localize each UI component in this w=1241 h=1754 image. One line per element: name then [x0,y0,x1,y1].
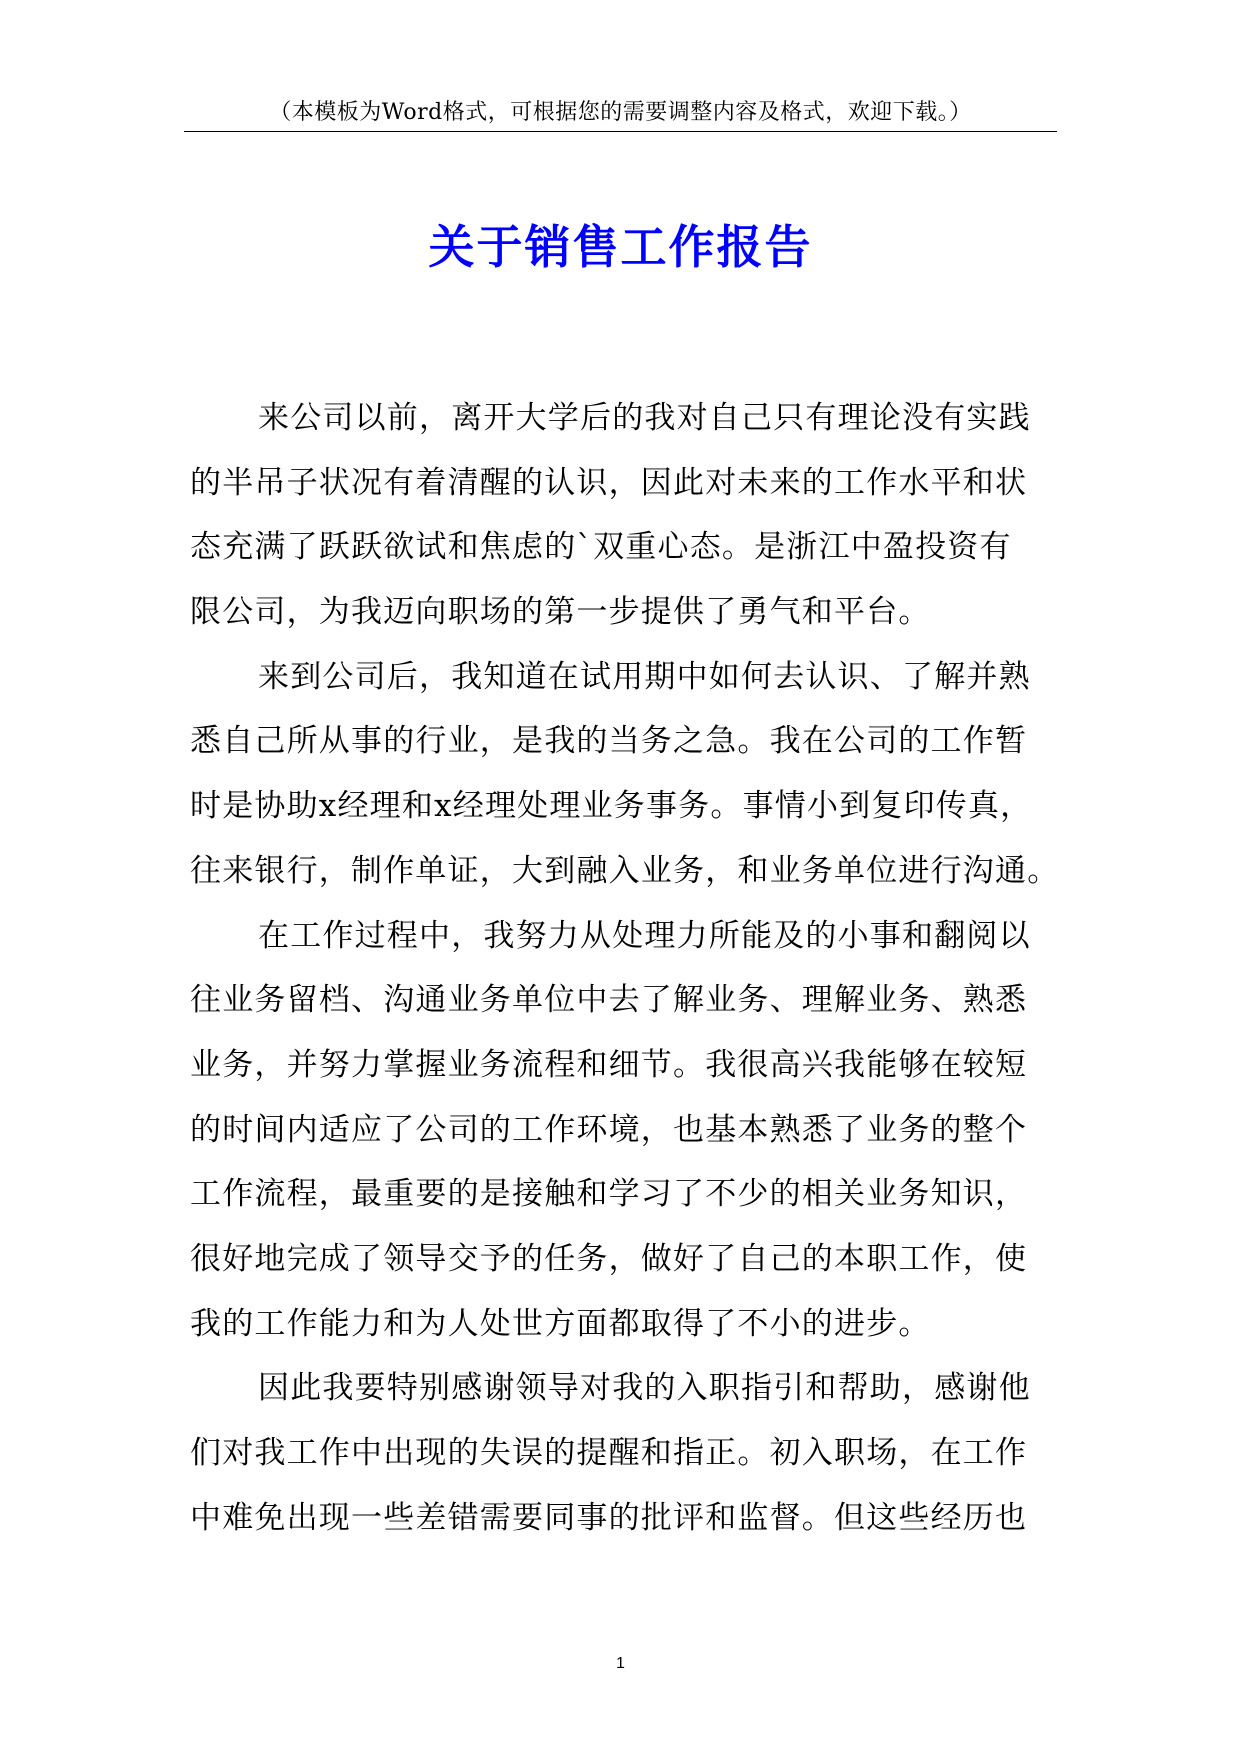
text-line: 在工作过程中，我努力从处理力所能及的小事和翻阅以 [258,917,1031,954]
text-line: 中难免出现一些差错需要同事的批评和监督。但这些经历也 [190,1499,1028,1536]
text-line: 们对我工作中出现的失误的提醒和指正。初入职场，在工作 [190,1435,1028,1471]
text-line: 限公司，为我迈向职场的第一步提供了勇气和平台。 [190,594,931,631]
paragraph [190,904,1070,1357]
text-line: 来到公司后，我知道在试用期中如何去认识、了解并熟 [258,658,1031,695]
document-body [190,386,1070,1550]
text-line: 态充满了跃跃欲试和焦虑的`双重心态。是浙江中盈投资有 [190,529,1012,566]
text-line: 工作流程，最重要的是接触和学习了不少的相关业务知识， [190,1176,1028,1213]
text-line: 业务，并努力掌握业务流程和细节。我很高兴我能够在较短 [190,1046,1028,1083]
template-notice: （本模板为Word格式，可根据您的需要调整内容及格式，欢迎下载。） [269,100,972,125]
document-title: 关于销售工作报告 [428,220,813,274]
text-line: 来公司以前，离开大学后的我对自己只有理论没有实践 [258,400,1031,436]
paragraph [190,645,1070,904]
text-line: 往来银行，制作单证，大到融入业务，和业务单位进行沟通。 [190,852,1060,889]
paragraph [190,386,1070,645]
page-number: 1 [616,1655,625,1672]
text-line: 时是协助x经理和x经理处理业务事务。事情小到复印传真， [190,788,1033,825]
text-line: 的半吊子状况有着清醒的认识，因此对未来的工作水平和状 [190,464,1028,501]
text-line: 往业务留档、沟通业务单位中去了解业务、理解业务、熟悉 [190,982,1028,1019]
header-divider [184,131,1057,132]
text-line: 因此我要特别感谢领导对我的入职指引和帮助，感谢他 [258,1370,1031,1407]
text-line: 的时间内适应了公司的工作环境，也基本熟悉了业务的整个 [190,1111,1028,1148]
paragraph [190,1356,1070,1550]
text-line: 悉自己所从事的行业，是我的当务之急。我在公司的工作暂 [190,723,1028,760]
text-line: 我的工作能力和为人处世方面都取得了不小的进步。 [190,1305,931,1342]
text-line: 很好地完成了领导交予的任务，做好了自己的本职工作，使 [190,1240,1028,1277]
